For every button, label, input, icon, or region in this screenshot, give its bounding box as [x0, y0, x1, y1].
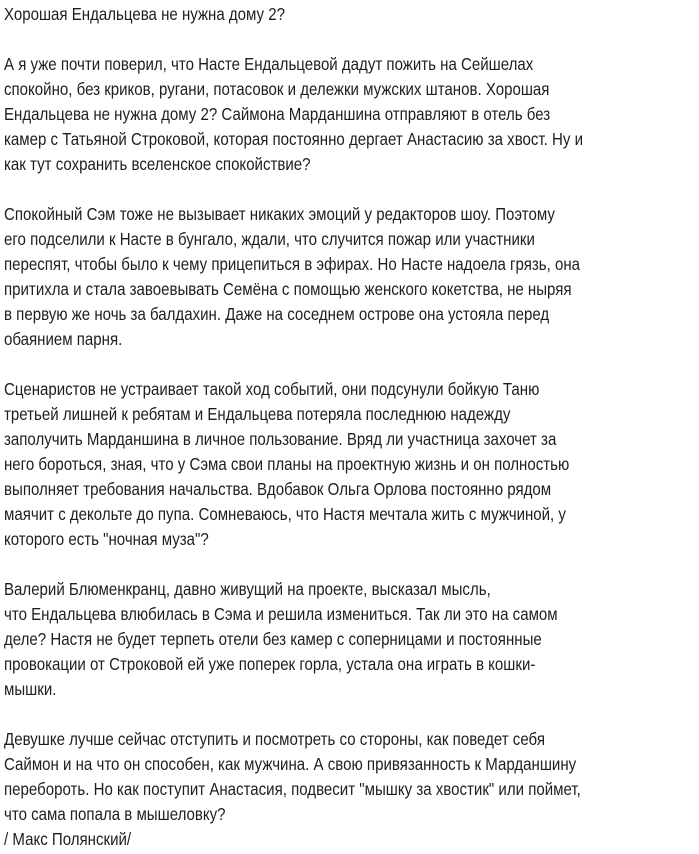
text-line: как тут сохранить вселенское спокойствие? — [4, 154, 311, 174]
paragraph-gap — [4, 552, 699, 577]
text-line: деле? Настя не будет терпеть отели без камер с соперницами и постоянные — [4, 629, 542, 649]
text-line: перебороть. Но как поступит Анастасия, подвесит "мышку за хвостик" или поймет, — [4, 779, 581, 799]
text-line: его подселили к Насте в бунгало, ждали, что случится пожар или участники — [4, 229, 535, 249]
text-line: него бороться, зная, что у Сэма свои планы на проектную жизнь и он полностью — [4, 454, 570, 474]
text-line: выполняет требования начальства. Вдобавок Ольга Орлова постоянно рядом — [4, 479, 552, 499]
text-line: мышки. — [4, 679, 57, 699]
paragraph-gap — [4, 177, 699, 202]
paragraph-3 — [4, 377, 699, 552]
text-line: что сама попала в мышеловку? — [4, 804, 226, 824]
paragraph-1 — [4, 52, 699, 177]
text-line: Спокойный Сэм тоже не вызывает никаких эмоций у редакторов шоу. Поэтому — [4, 204, 555, 224]
text-line: провокации от Строковой ей уже поперек горла, устала она играть в кошки- — [4, 654, 536, 674]
article-title: Хорошая Ендальцева не нужна дому 2? — [4, 4, 285, 24]
paragraph-gap — [4, 702, 699, 727]
text-line: Ендальцева не нужна дому 2? Саймона Марданшина отправляют в отель без — [4, 104, 551, 124]
author-signature: / Макс Полянский/ — [4, 829, 132, 849]
paragraph-2 — [4, 202, 699, 352]
text-line: Валерий Блюменкранц, давно живущий на проекте, высказал мысль, — [4, 579, 491, 599]
text-line: А я уже почти поверил, что Насте Ендальцевой дадут пожить на Сейшелах — [4, 54, 534, 74]
text-line: что Ендальцева влюбилась в Сэма и решила измениться. Так ли это на самом — [4, 604, 558, 624]
text-line: камер с Татьяной Строковой, которая постоянно дергает Анастасию за хвост. Ну и — [4, 129, 583, 149]
text-line: обаянием парня. — [4, 329, 123, 349]
paragraph-5 — [4, 727, 699, 852]
text-line: Саймон и на что он способен, как мужчина. А свою привязанность к Марданшину — [4, 754, 577, 774]
text-line: маячит с декольте до пупа. Сомневаюсь, что Настя мечтала жить с мужчиной, у — [4, 504, 566, 524]
article — [4, 0, 699, 852]
text-line: Девушке лучше сейчас отступить и посмотреть со стороны, как поведет себя — [4, 729, 545, 749]
text-line: которого есть "ночная муза"? — [4, 529, 209, 549]
text-line: Сценаристов не устраивает такой ход событий, они подсунули бойкую Таню — [4, 379, 540, 399]
paragraph-gap — [4, 352, 699, 377]
paragraph-gap — [4, 27, 699, 52]
paragraph-4 — [4, 577, 699, 702]
text-line: спокойно, без криков, ругани, потасовок и дележки мужских штанов. Хорошая — [4, 79, 550, 99]
text-line: в первую же ночь за балдахин. Даже на соседнем острове она устояла перед — [4, 304, 550, 324]
text-line: заполучить Марданшина в личное пользование. Вряд ли участница захочет за — [4, 429, 557, 449]
text-line: третьей лишней к ребятам и Ендальцева потеряла последнюю надежду — [4, 404, 511, 424]
text-line: переспят, чтобы было к чему прицепиться в эфирах. Но Насте надоела грязь, она — [4, 254, 581, 274]
text-line: притихла и стала завоевывать Семёна с помощью женского кокетства, не ныряя — [4, 279, 572, 299]
